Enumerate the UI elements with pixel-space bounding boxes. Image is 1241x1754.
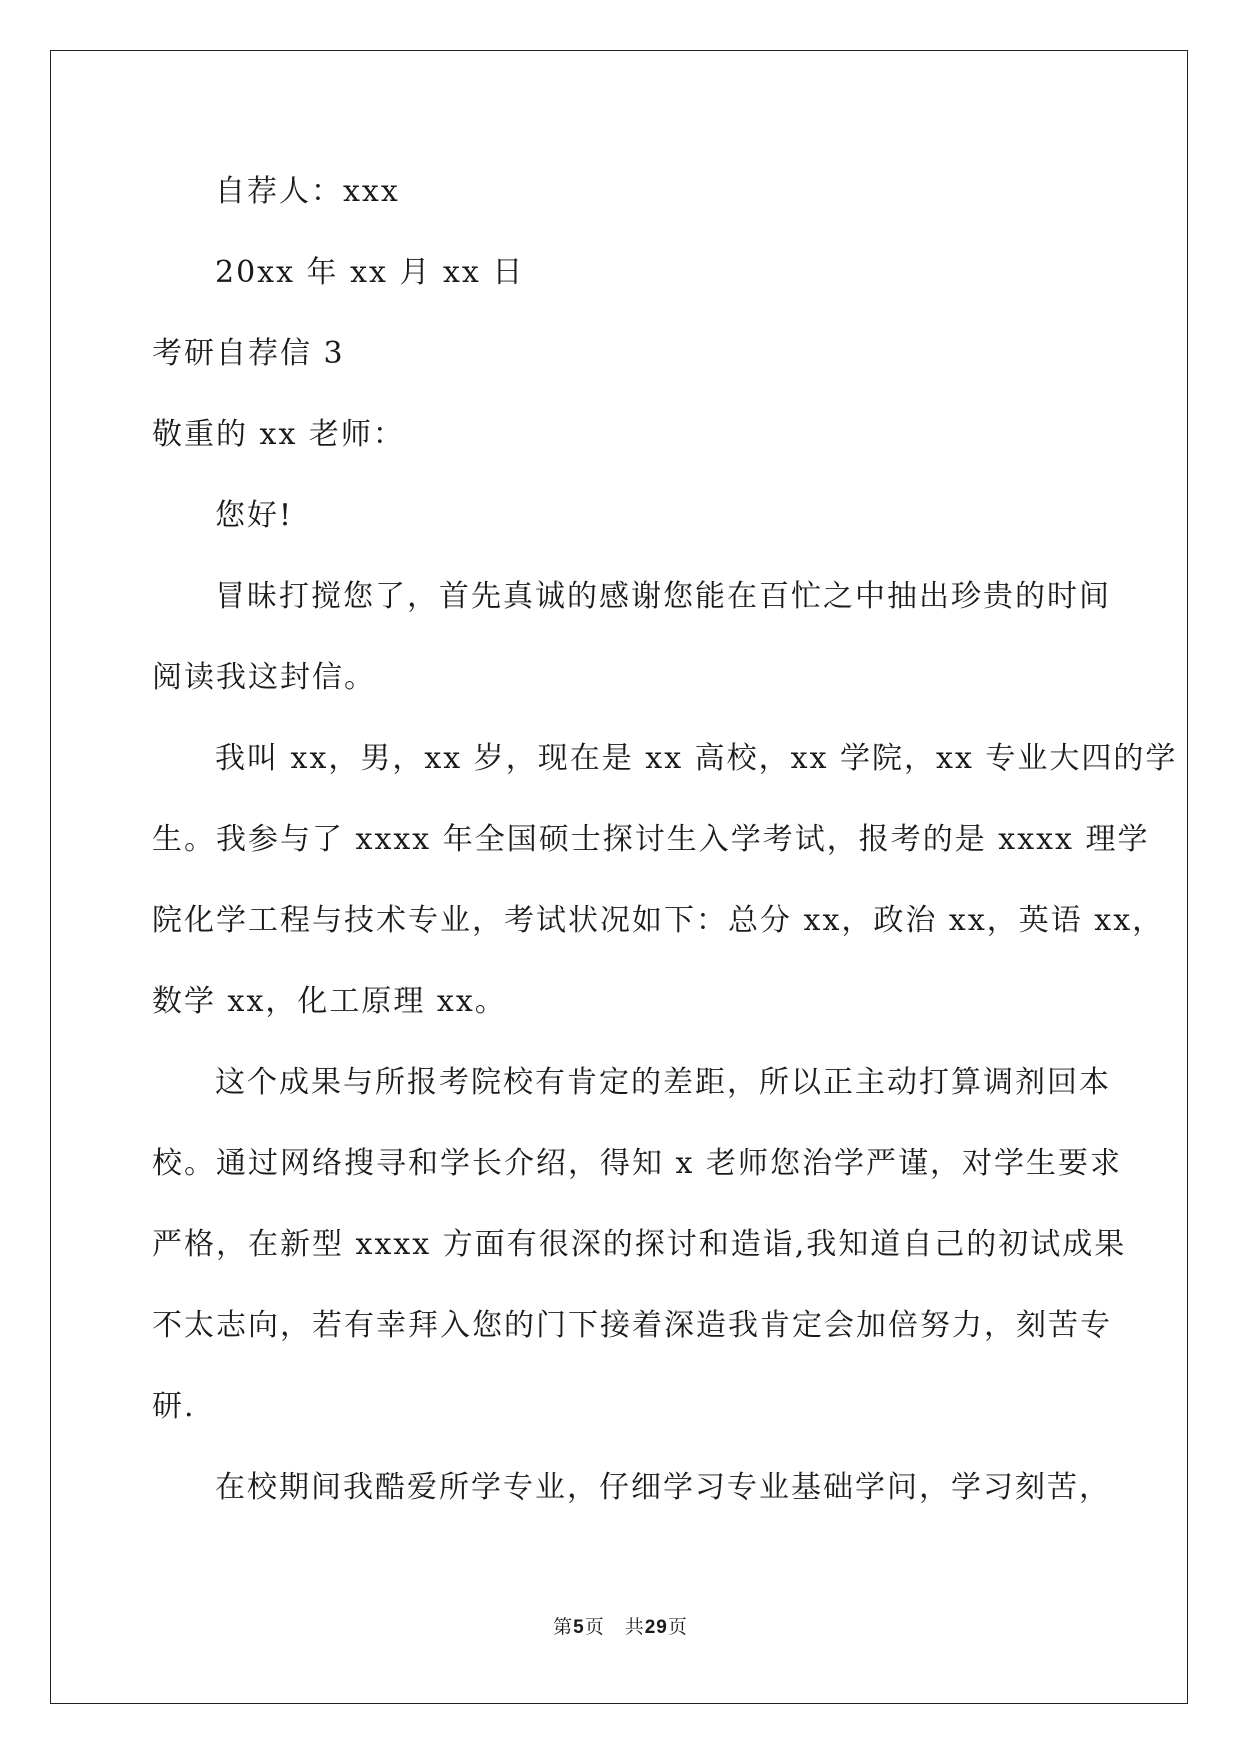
paragraph-line: 严格，在新型 xxxx 方面有很深的探讨和造诣,我知道自己的初试成果 xyxy=(152,1227,1127,1262)
date-line: 20xx 年 xx 月 xx 日 xyxy=(215,255,525,290)
salutation: 敬重的 xx 老师： xyxy=(152,417,405,452)
paragraph-line: 在校期间我酷爱所学专业，仔细学习专业基础学问，学习刻苦， xyxy=(215,1470,1111,1505)
footer-total-pages: 29 xyxy=(644,1617,668,1638)
paragraph-line: 阅读我这封信。 xyxy=(152,660,376,695)
greeting: 您好! xyxy=(215,498,294,533)
paragraph-line: 数学 xx，化工原理 xx。 xyxy=(152,984,507,1019)
paragraph-line: 院化学工程与技术专业，考试状况如下：总分 xx，政治 xx，英语 xx， xyxy=(152,903,1165,938)
page-frame xyxy=(50,50,1188,1704)
page-footer xyxy=(0,1612,1241,1639)
footer-prefix: 第 xyxy=(553,1616,574,1638)
footer-suffix: 页 xyxy=(667,1616,688,1638)
paragraph-line: 生。我参与了 xxxx 年全国硕士探讨生入学考试，报考的是 xxxx 理学 xyxy=(152,822,1150,857)
paragraph-line: 我叫 xx，男，xx 岁，现在是 xx 高校，xx 学院，xx 专业大四的学 xyxy=(215,741,1178,776)
paragraph-line: 冒昧打搅您了，首先真诚的感谢您能在百忙之中抽出珍贵的时间 xyxy=(215,579,1111,614)
paragraph-line: 不太志向，若有幸拜入您的门下接着深造我肯定会加倍努力，刻苦专 xyxy=(152,1308,1112,1343)
paragraph-line: 研. xyxy=(152,1389,196,1424)
signer-line: 自荐人：xxx xyxy=(215,174,400,209)
footer-page-number: 5 xyxy=(573,1617,585,1638)
section-title: 考研自荐信 3 xyxy=(152,336,345,371)
paragraph-line: 校。通过网络搜寻和学长介绍，得知 x 老师您治学严谨，对学生要求 xyxy=(152,1146,1122,1181)
paragraph-line: 这个成果与所报考院校有肯定的差距，所以正主动打算调剂回本 xyxy=(215,1065,1111,1100)
footer-mid: 页 共 xyxy=(584,1616,645,1638)
